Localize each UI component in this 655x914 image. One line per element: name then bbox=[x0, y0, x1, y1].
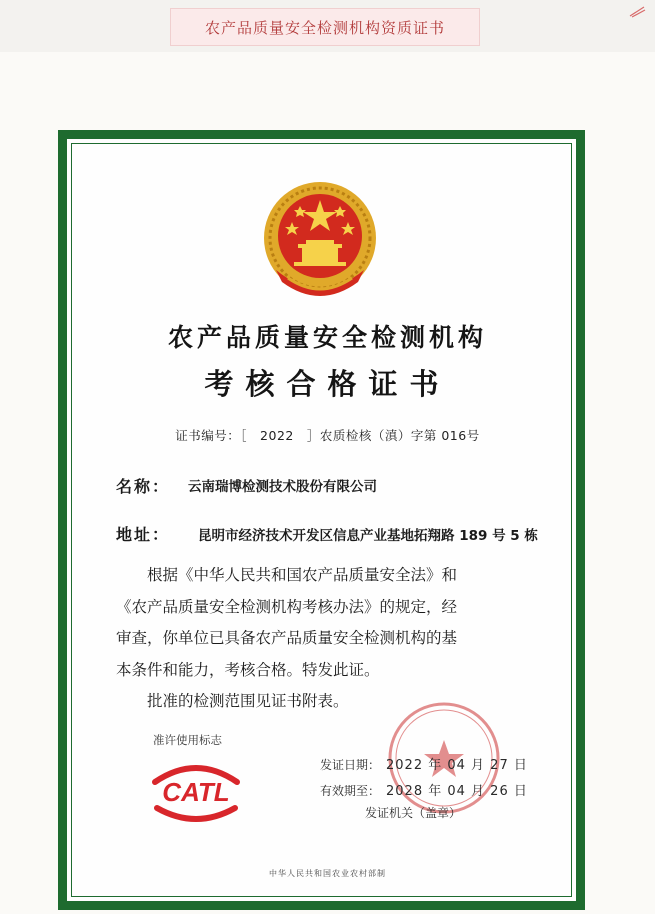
certificate-title: 农产品质量安全检测机构 bbox=[167, 323, 487, 352]
name-value: 云南瑞博检测技术股份有限公司 bbox=[188, 479, 377, 495]
name-label: 名称： bbox=[116, 477, 171, 496]
certificate-number: 证书编号：［ 2022 ］农质检核（滇）字第 016号 bbox=[175, 428, 480, 443]
issue-date-row bbox=[320, 752, 528, 778]
issuer-label: 发证机关（盖章） bbox=[365, 806, 462, 820]
issue-date-label: 发证日期： bbox=[320, 758, 381, 772]
name-row bbox=[116, 474, 377, 497]
mark-label: 准许使用标志 bbox=[153, 733, 222, 747]
catl-logo-icon bbox=[145, 756, 247, 826]
certificate-body bbox=[116, 560, 530, 718]
dates-block bbox=[320, 752, 528, 804]
pen-mark-icon bbox=[628, 4, 646, 18]
valid-until-label: 有效期至： bbox=[320, 784, 381, 798]
address-value: 昆明市经济技术开发区信息产业基地拓翔路 189 号 5 栋 bbox=[198, 528, 538, 544]
body-line: 《农产品质量安全检测机构考核办法》的规定，经 bbox=[116, 597, 458, 616]
footer-text: 中华人民共和国农业农村部制 bbox=[269, 869, 386, 878]
page-title bbox=[170, 8, 480, 46]
body-line: 审查，你单位已具备农产品质量安全检测机构的基 bbox=[116, 629, 458, 647]
body-line: 本条件和能力，考核合格。特发此证。 bbox=[116, 660, 380, 679]
address-label: 地址： bbox=[116, 525, 171, 544]
body-line: 批准的检测范围见证书附表。 bbox=[147, 692, 349, 710]
valid-until-value: 2028 年 04 月 26 日 bbox=[386, 784, 528, 799]
issue-date-value: 2022 年 04 月 27 日 bbox=[386, 758, 528, 773]
address-row bbox=[116, 522, 538, 545]
page-title-text: 农产品质量安全检测机构资质证书 bbox=[204, 18, 445, 37]
valid-until-row bbox=[320, 778, 528, 804]
national-emblem-icon bbox=[258, 178, 382, 306]
body-line: 根据《中华人民共和国农产品质量安全法》和 bbox=[147, 566, 458, 584]
catl-logo-text: CATL bbox=[162, 777, 230, 807]
certificate-subtitle: 考核合格证书 bbox=[204, 367, 451, 401]
